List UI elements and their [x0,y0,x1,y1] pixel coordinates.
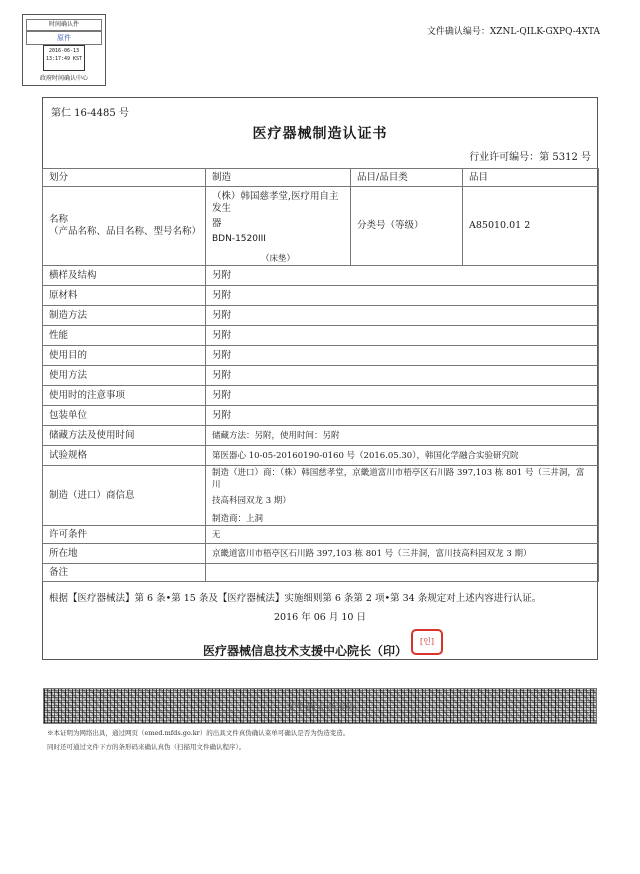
row-value [206,564,599,582]
row-value: 另附 [206,326,599,346]
official-seal: [인] [411,629,443,655]
row-label: 所在地 [43,544,206,564]
document-confirm-number: 文件确认编号：XZNL-QILK-GXPQ-4XTA [426,27,600,37]
table-row [43,266,599,286]
row-value: 另附 [206,386,599,406]
row-label: 横样及结构 [43,266,206,286]
row-label: 试验规格 [43,446,206,466]
certificate-table [42,168,599,582]
certificate-frame [42,97,598,660]
issue-date: 2016 年 06 月 10 日 [274,612,366,623]
table-row-manufacturer [43,466,599,526]
license-number: 行业许可编号：第 5312 号 [469,152,591,163]
row-label: 备注 [43,564,206,582]
row-label: 使用时的注意事项 [43,386,206,406]
legal-basis: 根据【医疗器械法】第 6 条•第 15 条及【医疗器械法】实施细则第 6 条第 2 项•第 34 条规定对上述内容进行认证。 [49,593,542,604]
table-row [43,526,599,544]
row-value: 另附 [206,406,599,426]
stamp-datetime: 2016-06-13 13:17:49 KST [43,45,85,71]
table-row [43,306,599,326]
product-name-line: 器 [212,218,222,229]
stamp-top-label: 时间确认件 [26,19,102,31]
stamp-original-label: 原件 [26,31,102,45]
table-row-name [43,187,599,266]
header-item: 品目 [463,169,599,187]
row-value: 京畿道富川市梧亭区石川路 397,103 栋 801 号（三井洞，富川技高科园双龙 3 期） [206,544,599,564]
table-row [43,386,599,406]
manufacturer-line: 制造商：上洞 [212,513,264,524]
footnote-line: ※本证明为网络出具，通过网页（emed.mfds.go.kr）的出具文件真伪确认菜单可确认是否为伪造变造。 [47,729,350,737]
product-name-cell [206,187,351,266]
row-label: 性能 [43,326,206,346]
row-label: 使用方法 [43,366,206,386]
class-label: 分类号（等级） [351,187,463,266]
name-label-cell [43,187,206,266]
stamp-bottom-label: 政府时间确认中心 [39,75,88,82]
row-value: 另附 [206,346,599,366]
manufacturer-label: 制造（进口）商信息 [43,466,206,526]
table-row [43,426,599,446]
manufacturer-line: 技高科园双龙 3 期） [212,495,291,506]
signer: 医疗器械信息技术支援中心院长（印） [203,644,408,658]
row-value: 储藏方法：另附，使用时间：另附 [206,426,599,446]
manufacturer-info-cell [206,466,599,526]
product-model: BDN-1520III [212,234,266,244]
timestamp-stamp [22,14,106,86]
certificate-number: 第仁 16-4485 号 [51,108,129,119]
table-row [43,286,599,306]
row-label: 储藏方法及使用时间 [43,426,206,446]
product-type: （床垫） [260,254,295,264]
table-row [43,169,599,187]
name-label: 名称 [49,214,69,225]
header-division: 划分 [43,169,206,187]
table-row [43,406,599,426]
table-row [43,564,599,582]
row-value: 无 [206,526,599,544]
header-manufacture: 制造 [206,169,351,187]
barcode-title: 文件 确认 条形码 [285,703,355,713]
class-value: A85010.01 2 [463,187,599,266]
table-row [43,544,599,564]
document-barcode [43,688,597,724]
row-label: 包装单位 [43,406,206,426]
row-label: 许可条件 [43,526,206,544]
row-value: 第医器心 10-05-20160190-0160 号（2016.05.30），韩国化学融合实验研究院 [206,446,599,466]
header-item-class: 品目/品目类 [351,169,463,187]
footnote-line: 同时还可通过文件下方的条形码来确认真伪（扫描用文件确认程序）。 [47,743,246,751]
table-row [43,446,599,466]
row-value: 另附 [206,306,599,326]
row-label: 使用目的 [43,346,206,366]
certificate-title: 医疗器械制造认证书 [252,126,388,142]
row-label: 制造方法 [43,306,206,326]
table-row [43,346,599,366]
manufacturer-line: 制造（进口）商：（株）韩国慈孝堂，京畿道富川市梧亭区石川路 397,103 栋 801 号（三井洞，富川 [212,467,585,490]
product-name-line: （株）韩国慈孝堂,医疗用自主发生 [212,191,339,214]
row-value: 另附 [206,366,599,386]
row-value: 另附 [206,266,599,286]
row-value: 另附 [206,286,599,306]
row-label: 原材料 [43,286,206,306]
table-row [43,366,599,386]
table-row [43,326,599,346]
name-label-detail: （产品名称、品目名称、型号名称） [49,226,202,237]
